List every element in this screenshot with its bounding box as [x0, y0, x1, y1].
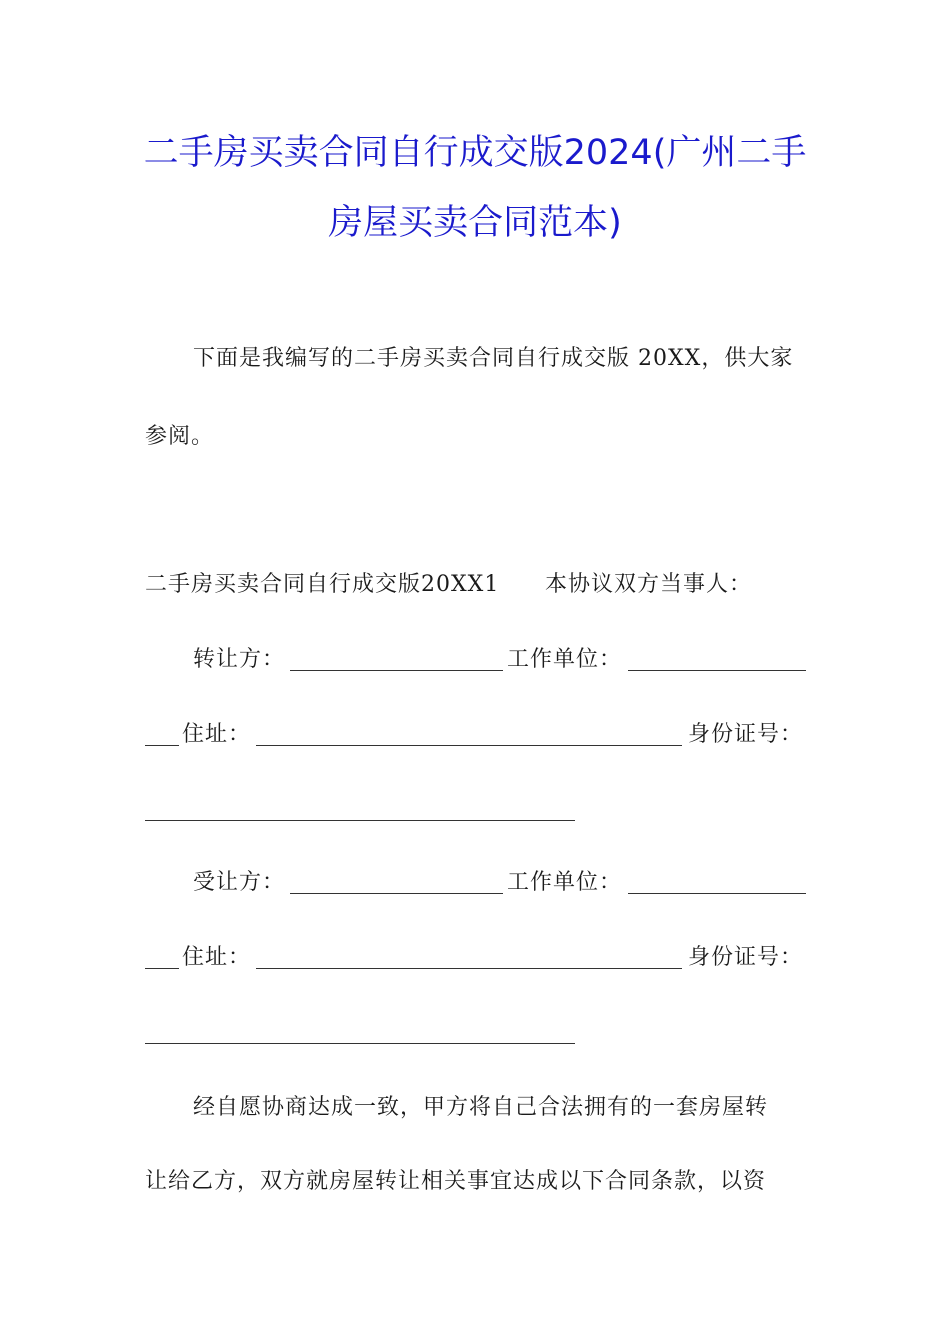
- transferee-address-label: 住址：: [182, 945, 252, 970]
- intro-paragraph-line-1: 下面是我编写的二手房买卖合同自行成交版 20XX，供大家: [193, 346, 794, 371]
- transferee-label: 受让方：: [193, 870, 286, 895]
- transferee-id-blank: [145, 1043, 575, 1044]
- transferor-label: 转让方：: [193, 647, 286, 672]
- transferee-work-unit-blank: [628, 893, 806, 894]
- transferee-id-label: 身份证号：: [688, 945, 804, 970]
- transferee-address-blank: [256, 968, 682, 969]
- transferor-work-unit-blank-cont: [145, 745, 179, 746]
- transferor-id-label: 身份证号：: [688, 722, 804, 747]
- transferee-work-unit-blank-cont: [145, 968, 179, 969]
- body-paragraph-line-2: 让给乙方，双方就房屋转让相关事宜达成以下合同条款，以资: [145, 1169, 767, 1194]
- document-title-line-2: 房屋买卖合同范本): [328, 203, 622, 243]
- transferor-address-blank: [256, 745, 682, 746]
- intro-paragraph-line-2: 参阅。: [145, 424, 215, 449]
- transferee-name-blank: [290, 893, 503, 894]
- body-paragraph-line-1: 经自愿协商达成一致，甲方将自己合法拥有的一套房屋转: [193, 1095, 769, 1120]
- transferor-id-blank: [145, 820, 575, 821]
- transferee-work-unit-label: 工作单位：: [507, 870, 623, 895]
- transferor-name-blank: [290, 670, 503, 671]
- transferor-work-unit-blank: [628, 670, 806, 671]
- document-title-line-1: 二手房买卖合同自行成交版2024(广州二手: [143, 133, 807, 173]
- parties-intro: 本协议双方当事人：: [545, 572, 753, 597]
- transferor-work-unit-label: 工作单位：: [507, 647, 623, 672]
- transferor-address-label: 住址：: [182, 722, 252, 747]
- section-heading: 二手房买卖合同自行成交版20XX1: [145, 572, 500, 597]
